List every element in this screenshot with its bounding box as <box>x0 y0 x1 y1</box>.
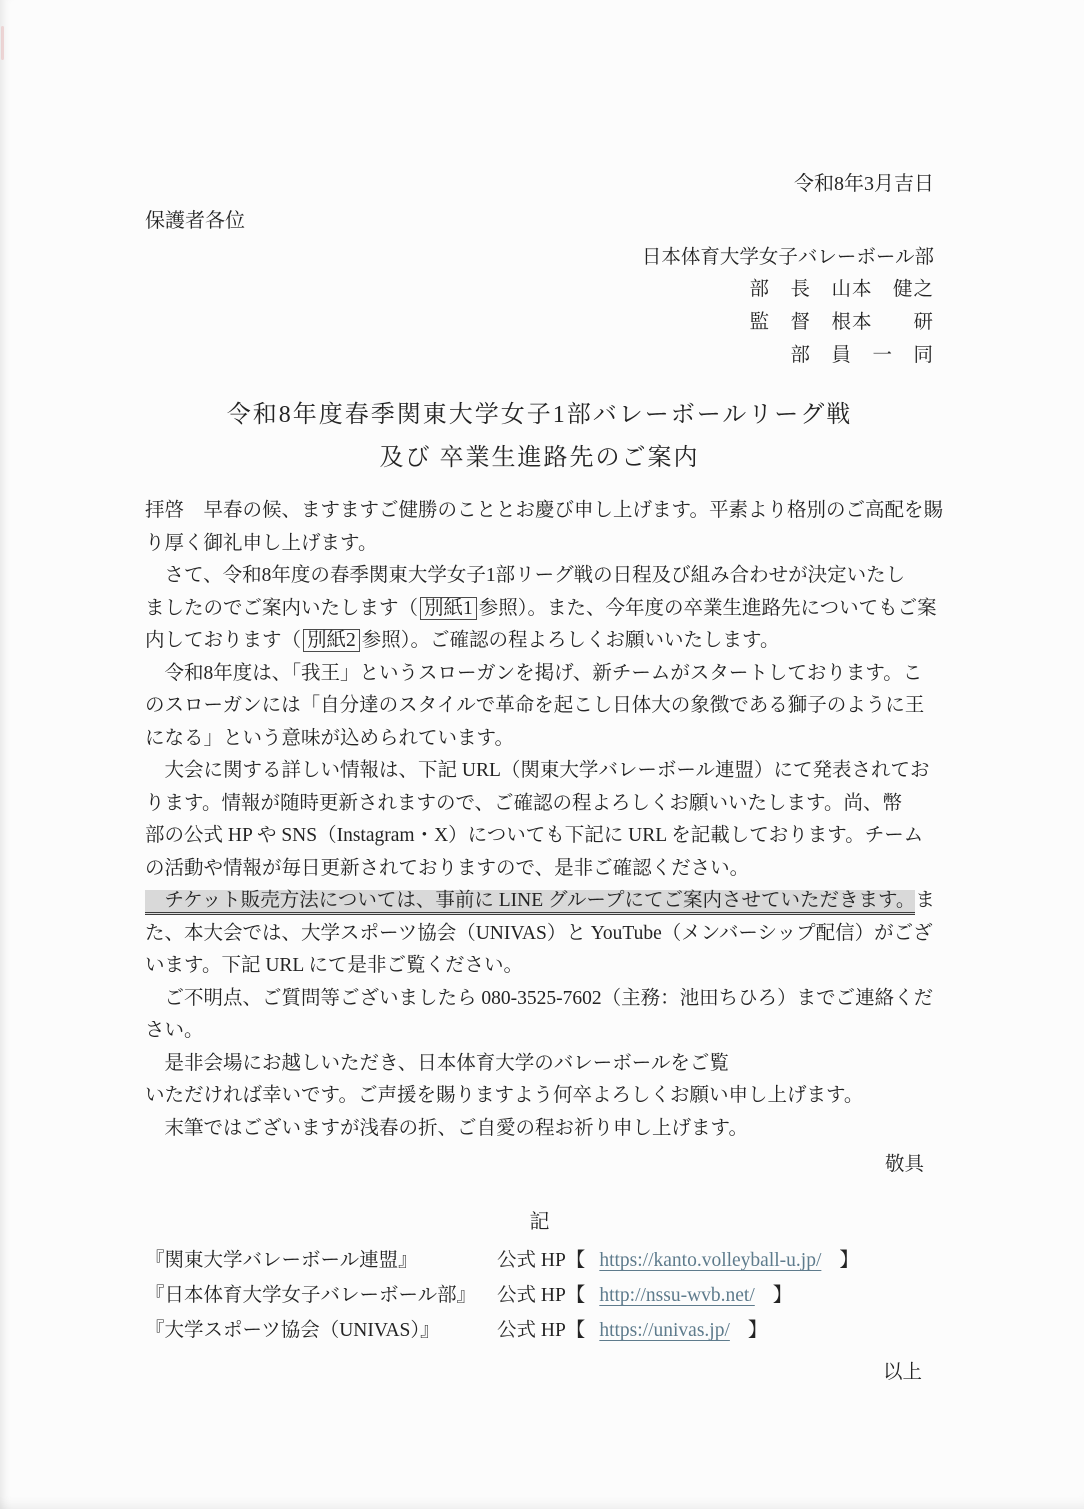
sender-organization: 日本体育大学女子バレーボール部 <box>641 247 934 268</box>
bracket-close: 】 <box>772 1285 793 1306</box>
link-org-name: 『大学スポーツ協会（UNIVAS）』 <box>145 1320 440 1341</box>
body-text: 参照）。ご確認の程よろしくお願いいたします。 <box>361 630 780 651</box>
body-text: 大会に関する詳しい情報は、下記 URL（関東大学バレーボール連盟）にて発表されてお <box>145 760 930 781</box>
body-text: ましたのでご案内いたします（ <box>145 597 419 619</box>
body-line <box>145 950 934 983</box>
hp-url-link[interactable]: http://nssu-wvb.net/ <box>599 1285 755 1306</box>
sender-member-team: 部 員 一 同 <box>790 345 934 366</box>
link-org-name: 『関東大学バレーボール連盟』 <box>145 1250 418 1271</box>
body-line <box>145 1015 934 1048</box>
boxed-attachment-ref: 別紙2 <box>303 629 360 652</box>
link-row <box>145 1313 934 1348</box>
body-line <box>145 788 934 821</box>
official-hp-label: 公式 HP【 <box>497 1250 586 1271</box>
official-hp-label: 公式 HP【 <box>497 1285 586 1306</box>
recipient: 保護者各位 <box>145 210 245 232</box>
body-text: の活動や情報が毎日更新されておりますので、是非ご確認ください。 <box>145 857 750 879</box>
end-mark: 以上 <box>882 1362 922 1383</box>
body-text: ります。情報が随時更新されますので、ご確認の程よろしくお願いいたします。尚、幣 <box>145 792 902 814</box>
hp-url-link[interactable]: https://kanto.volleyball-u.jp/ <box>599 1250 822 1271</box>
sender-member-coach: 監 督 根本 研 <box>749 312 934 333</box>
body-line <box>145 528 934 561</box>
body-text: た、本大会では、大学スポーツ協会（UNIVAS）と YouTube（メンバーシップ配信）がござ <box>145 922 933 944</box>
title-line-2: 及び 卒業生進路先のご案内 <box>379 445 700 471</box>
body-text: 末筆ではございますが浅春の折、ご自愛の程お祈り申し上げます。 <box>145 1117 748 1139</box>
body-text: 内しております（ <box>145 630 302 651</box>
body-line <box>145 1048 934 1081</box>
body-line <box>145 885 934 918</box>
sender-member-director: 部 長 山本 健之 <box>749 279 934 300</box>
record-mark: 記 <box>529 1211 550 1233</box>
body-text: 参照）。また、今年度の卒業生進路先についてもご案 <box>478 597 937 619</box>
links-section <box>145 1243 934 1348</box>
body-line <box>145 755 934 788</box>
body-text: いただければ幸いです。ご声援を賜りますよう何卒よろしくお願い申し上げます。 <box>145 1085 864 1106</box>
letter-body <box>145 495 943 1145</box>
link-org-name: 『日本体育大学女子バレーボール部』 <box>145 1285 477 1306</box>
body-text: ま <box>915 890 935 911</box>
body-text: になる」という意味が込められています。 <box>145 727 514 749</box>
closing-word: 敬具 <box>884 1154 924 1175</box>
body-line <box>145 853 934 886</box>
link-row <box>145 1278 934 1313</box>
body-line <box>145 495 943 528</box>
body-text: り厚く御礼申し上げます。 <box>145 532 378 554</box>
official-hp-label: 公式 HP【 <box>497 1320 586 1341</box>
body-text: 拝啓 早春の候、ますますご健勝のこととお慶び申し上げます。平素より格別のご高配を賜 <box>145 500 943 521</box>
scan-artifact <box>1 26 4 60</box>
body-line <box>145 690 934 723</box>
link-row <box>145 1243 934 1278</box>
highlighted-ticket-notice: チケット販売方法については、事前に LINE グループにてご案内させていただきます。 <box>145 890 915 915</box>
bracket-close: 】 <box>839 1250 859 1271</box>
body-text: さて、令和8年度の春季関東大学女子1部リーグ戦の日程及び組み合わせが決定いたし <box>145 565 906 586</box>
letter-date: 令和8年3月吉日 <box>794 173 934 195</box>
hp-url-link[interactable]: https://univas.jp/ <box>599 1320 730 1341</box>
body-text: のスローガンには「自分達のスタイルで革命を起こし日体大の象徴である獅子のように王 <box>145 695 925 716</box>
body-text: さい。 <box>145 1020 204 1041</box>
sender-block <box>145 242 934 372</box>
body-line <box>145 593 937 626</box>
title-line-1: 令和8年度春季関東大学女子1部バレーボールリーグ戦 <box>226 402 853 428</box>
body-text: います。下記 URL にて是非ご覧ください。 <box>145 955 523 976</box>
body-text: ご不明点、ご質問等ございましたら 080-3525-7602（主務：池田ちひろ）までご連絡くだ <box>145 987 934 1009</box>
body-text: 令和8年度は、「我王」というスローガンを掲げ、新チームがスタートしております。こ <box>145 662 923 684</box>
bracket-close: 】 <box>747 1320 768 1341</box>
body-text: 是非会場にお越しいただき、日本体育大学のバレーボールをご覧 <box>145 1052 729 1074</box>
body-line <box>145 658 934 691</box>
body-line <box>145 560 934 593</box>
body-line <box>145 918 934 951</box>
body-line <box>145 1113 934 1146</box>
body-line <box>145 625 934 658</box>
letter-title <box>145 394 934 480</box>
body-line <box>145 723 934 756</box>
body-line <box>145 983 934 1016</box>
boxed-attachment-ref: 別紙1 <box>420 597 477 620</box>
body-text: 部の公式 HP や SNS（Instagram・X）についても下記に URL を記載しております。チーム <box>145 825 924 846</box>
body-line <box>145 1080 934 1113</box>
body-line <box>145 820 934 853</box>
